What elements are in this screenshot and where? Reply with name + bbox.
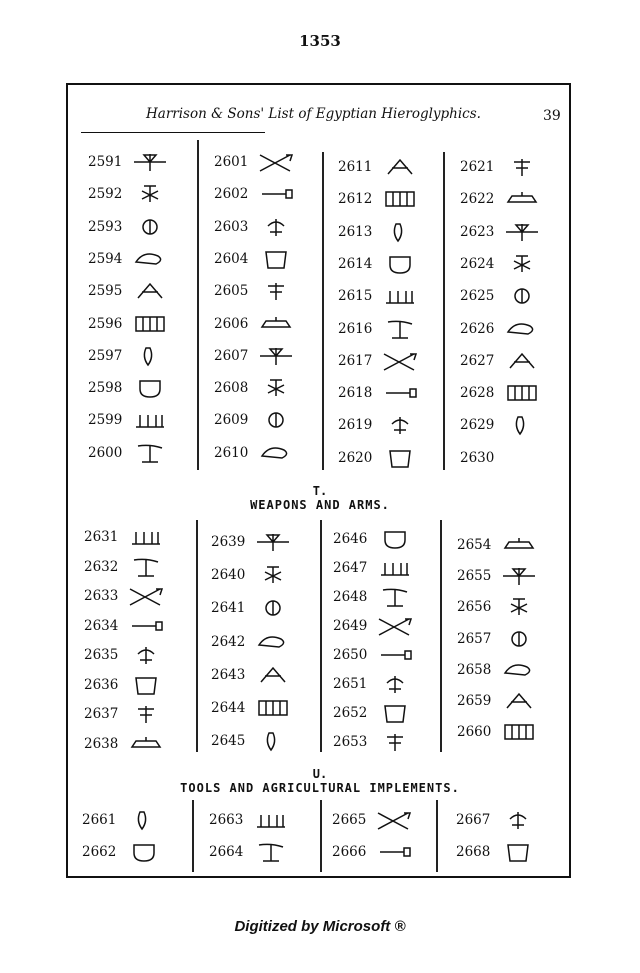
hieroglyph-sign-icon (502, 447, 542, 469)
hieroglyph-sign-icon (380, 447, 420, 469)
sign-entry (460, 155, 542, 179)
column-rule (440, 520, 442, 752)
sign-number: 2605 (214, 283, 249, 299)
hieroglyph-sign-icon (499, 721, 539, 743)
sign-entry (460, 220, 542, 244)
sign-entry (460, 349, 542, 373)
sign-number: 2647 (333, 560, 368, 576)
sign-entry (211, 596, 293, 620)
sign-entry (460, 187, 542, 211)
sign-entry (88, 344, 170, 368)
page-number: 1353 (299, 32, 341, 50)
column-rule (197, 140, 199, 470)
sign-number: 2628 (460, 385, 495, 401)
sign-entry (211, 663, 293, 687)
sign-number: 2634 (84, 618, 119, 634)
sign-number: 2652 (333, 705, 368, 721)
sign-number: 2668 (456, 844, 491, 860)
sign-entry (214, 408, 296, 432)
sign-entry (88, 441, 170, 465)
hieroglyph-sign-icon (253, 597, 293, 619)
hieroglyph-sign-icon (502, 253, 542, 275)
sign-entry (211, 563, 293, 587)
hieroglyph-sign-icon (380, 414, 420, 436)
column-rule (320, 800, 322, 872)
section-title: WEAPONS AND ARMS. (250, 498, 390, 512)
sign-number: 2631 (84, 529, 119, 545)
sign-entry (338, 155, 420, 179)
hieroglyph-sign-icon (126, 644, 166, 666)
sign-entry (84, 673, 166, 697)
sign-entry (211, 696, 293, 720)
sign-entry (84, 555, 166, 579)
hieroglyph-sign-icon (130, 442, 170, 464)
hieroglyph-sign-icon (380, 156, 420, 178)
sign-number: 2594 (88, 251, 123, 267)
sign-entry (457, 720, 539, 744)
sign-number: 2603 (214, 219, 249, 235)
sign-number: 2651 (333, 676, 368, 692)
sign-number: 2633 (84, 588, 119, 604)
column-rule (320, 520, 322, 752)
sign-entry (88, 150, 170, 174)
sign-entry (338, 220, 420, 244)
hieroglyph-sign-icon (499, 596, 539, 618)
hieroglyph-sign-icon (126, 585, 166, 607)
sign-entry (338, 284, 420, 308)
hieroglyph-sign-icon (130, 409, 170, 431)
sign-entry (460, 317, 542, 341)
hieroglyph-sign-icon (256, 151, 296, 173)
sign-number: 2609 (214, 412, 249, 428)
sign-entry (84, 525, 166, 549)
hieroglyph-sign-icon (375, 702, 415, 724)
sign-entry (84, 732, 166, 756)
sign-entry (332, 840, 414, 864)
sign-number: 2593 (88, 219, 123, 235)
section-letter: T. (312, 484, 328, 498)
hieroglyph-sign-icon (502, 188, 542, 210)
sign-entry (214, 441, 296, 465)
sign-entry (457, 533, 539, 557)
sign-entry (333, 527, 415, 551)
hieroglyph-sign-icon (253, 631, 293, 653)
hieroglyph-sign-icon (253, 697, 293, 719)
sign-number: 2632 (84, 559, 119, 575)
sign-number: 2595 (88, 283, 123, 299)
sign-number: 2611 (338, 159, 373, 175)
sign-number: 2654 (457, 537, 492, 553)
column-rule (196, 520, 198, 752)
sign-number: 2591 (88, 154, 123, 170)
hieroglyph-sign-icon (256, 248, 296, 270)
hieroglyph-sign-icon (380, 318, 420, 340)
hieroglyph-sign-icon (253, 664, 293, 686)
sign-entry (214, 279, 296, 303)
hieroglyph-sign-icon (375, 528, 415, 550)
hieroglyph-sign-icon (130, 216, 170, 238)
sign-number: 2643 (211, 667, 246, 683)
sign-entry (332, 808, 414, 832)
sign-number: 2657 (457, 631, 492, 647)
sign-number: 2600 (88, 445, 123, 461)
hieroglyph-sign-icon (130, 313, 170, 335)
sign-entry (457, 658, 539, 682)
sign-entry (333, 672, 415, 696)
hieroglyph-sign-icon (502, 221, 542, 243)
sign-entry (84, 643, 166, 667)
sign-number: 2610 (214, 445, 249, 461)
section-title: TOOLS AND AGRICULTURAL IMPLEMENTS. (180, 781, 460, 795)
hieroglyph-sign-icon (499, 690, 539, 712)
sign-number: 2666 (332, 844, 367, 860)
sign-number: 2661 (82, 812, 117, 828)
hieroglyph-sign-icon (375, 557, 415, 579)
hieroglyph-sign-icon (380, 221, 420, 243)
hieroglyph-sign-icon (375, 731, 415, 753)
sign-entry (460, 413, 542, 437)
sign-number: 2656 (457, 599, 492, 615)
sign-entry (456, 808, 538, 832)
hieroglyph-sign-icon (375, 615, 415, 637)
hieroglyph-sign-icon (130, 280, 170, 302)
sign-entry (460, 381, 542, 405)
sign-entry (460, 252, 542, 276)
sign-entry (333, 643, 415, 667)
sign-number: 2618 (338, 385, 373, 401)
sign-entry (457, 689, 539, 713)
sign-entry (333, 730, 415, 754)
sign-entry (457, 627, 539, 651)
sign-entry (333, 556, 415, 580)
hieroglyph-sign-icon (502, 318, 542, 340)
hieroglyph-sign-icon (126, 703, 166, 725)
hieroglyph-sign-icon (251, 841, 291, 863)
sign-number: 2608 (214, 380, 249, 396)
sign-number: 2604 (214, 251, 249, 267)
hieroglyph-sign-icon (374, 809, 414, 831)
sign-number: 2664 (209, 844, 244, 860)
sign-number: 2636 (84, 677, 119, 693)
sign-number: 2635 (84, 647, 119, 663)
hieroglyph-sign-icon (375, 673, 415, 695)
column-rule (322, 152, 324, 470)
hieroglyph-sign-icon (498, 841, 538, 863)
sign-entry (457, 564, 539, 588)
hieroglyph-sign-icon (253, 564, 293, 586)
sign-entry (338, 413, 420, 437)
hieroglyph-sign-icon (502, 382, 542, 404)
hieroglyph-sign-icon (499, 534, 539, 556)
hieroglyph-sign-icon (126, 674, 166, 696)
hieroglyph-sign-icon (253, 730, 293, 752)
sign-number: 2592 (88, 186, 123, 202)
sign-number: 2638 (84, 736, 119, 752)
sign-number: 2615 (338, 288, 373, 304)
hieroglyph-sign-icon (256, 280, 296, 302)
hieroglyph-sign-icon (126, 556, 166, 578)
sign-number: 2646 (333, 531, 368, 547)
hieroglyph-sign-icon (380, 382, 420, 404)
sign-entry (84, 702, 166, 726)
sign-entry (88, 279, 170, 303)
sign-number: 2623 (460, 224, 495, 240)
section-heading-U (0, 767, 640, 795)
hieroglyph-sign-icon (124, 841, 164, 863)
hieroglyph-sign-icon (375, 586, 415, 608)
sign-number: 2606 (214, 316, 249, 332)
sign-number: 2659 (457, 693, 492, 709)
sign-number: 2655 (457, 568, 492, 584)
sign-number: 2614 (338, 256, 373, 272)
sign-entry (214, 150, 296, 174)
sign-number: 2662 (82, 844, 117, 860)
sign-entry (214, 344, 296, 368)
sign-number: 2658 (457, 662, 492, 678)
sign-number: 2642 (211, 634, 246, 650)
sign-number: 2620 (338, 450, 373, 466)
sign-number: 2667 (456, 812, 491, 828)
sign-entry (88, 376, 170, 400)
sign-entry (209, 808, 291, 832)
sign-number: 2644 (211, 700, 246, 716)
sign-number: 2637 (84, 706, 119, 722)
sign-entry (338, 187, 420, 211)
sign-entry (214, 312, 296, 336)
sign-number: 2645 (211, 733, 246, 749)
plate-number: 39 (543, 108, 561, 124)
hieroglyph-sign-icon (502, 414, 542, 436)
column-rule (192, 800, 194, 872)
sign-entry (338, 381, 420, 405)
hieroglyph-sign-icon (130, 345, 170, 367)
hieroglyph-sign-icon (130, 183, 170, 205)
sign-number: 2601 (214, 154, 249, 170)
column-rule (436, 800, 438, 872)
hieroglyph-sign-icon (380, 285, 420, 307)
hieroglyph-sign-icon (251, 809, 291, 831)
sign-number: 2648 (333, 589, 368, 605)
sign-number: 2663 (209, 812, 244, 828)
sign-number: 2597 (88, 348, 123, 364)
sign-entry (456, 840, 538, 864)
sign-number: 2625 (460, 288, 495, 304)
sign-number: 2641 (211, 600, 246, 616)
hieroglyph-sign-icon (126, 615, 166, 637)
sign-entry (460, 446, 542, 470)
hieroglyph-sign-icon (499, 565, 539, 587)
sign-entry (338, 349, 420, 373)
hieroglyph-sign-icon (256, 183, 296, 205)
sign-number: 2613 (338, 224, 373, 240)
sign-entry (214, 247, 296, 271)
hieroglyph-sign-icon (130, 248, 170, 270)
sign-entry (338, 317, 420, 341)
sign-number: 2640 (211, 567, 246, 583)
hieroglyph-sign-icon (130, 377, 170, 399)
hieroglyph-sign-icon (256, 345, 296, 367)
sign-entry (214, 182, 296, 206)
hieroglyph-sign-icon (499, 628, 539, 650)
sign-number: 2621 (460, 159, 495, 175)
sign-entry (84, 614, 166, 638)
sign-number: 2627 (460, 353, 495, 369)
sign-number: 2607 (214, 348, 249, 364)
sign-entry (333, 614, 415, 638)
sign-number: 2624 (460, 256, 495, 272)
sign-number: 2629 (460, 417, 495, 433)
sign-number: 2622 (460, 191, 495, 207)
hieroglyph-sign-icon (253, 531, 293, 553)
hieroglyph-sign-icon (502, 156, 542, 178)
hieroglyph-sign-icon (498, 809, 538, 831)
head-rule (81, 132, 265, 133)
hieroglyph-sign-icon (256, 216, 296, 238)
sign-number: 2626 (460, 321, 495, 337)
hieroglyph-sign-icon (124, 809, 164, 831)
sign-entry (333, 701, 415, 725)
sign-entry (460, 284, 542, 308)
hieroglyph-sign-icon (256, 409, 296, 431)
sign-number: 2616 (338, 321, 373, 337)
sign-entry (214, 376, 296, 400)
sign-entry (82, 840, 164, 864)
digitization-credit: Digitized by Microsoft ® (234, 918, 406, 935)
hieroglyph-sign-icon (126, 733, 166, 755)
running-head: Harrison & Sons' List of Egyptian Hieroglyphics. (146, 106, 481, 122)
sign-number: 2598 (88, 380, 123, 396)
hieroglyph-sign-icon (502, 285, 542, 307)
sign-entry (211, 630, 293, 654)
sign-number: 2602 (214, 186, 249, 202)
hieroglyph-sign-icon (375, 644, 415, 666)
hieroglyph-sign-icon (380, 188, 420, 210)
sign-entry (84, 584, 166, 608)
hieroglyph-sign-icon (502, 350, 542, 372)
sign-number: 2612 (338, 191, 373, 207)
sign-entry (88, 215, 170, 239)
sign-entry (209, 840, 291, 864)
sign-number: 2617 (338, 353, 373, 369)
sign-number: 2596 (88, 316, 123, 332)
hieroglyph-sign-icon (380, 350, 420, 372)
sign-entry (82, 808, 164, 832)
sign-entry (338, 252, 420, 276)
hieroglyph-sign-icon (256, 442, 296, 464)
hieroglyph-sign-icon (256, 377, 296, 399)
sign-entry (88, 247, 170, 271)
hieroglyph-sign-icon (130, 151, 170, 173)
sign-entry (214, 215, 296, 239)
sign-number: 2599 (88, 412, 123, 428)
sign-entry (88, 182, 170, 206)
sign-entry (88, 312, 170, 336)
hieroglyph-sign-icon (499, 659, 539, 681)
sign-number: 2653 (333, 734, 368, 750)
sign-number: 2619 (338, 417, 373, 433)
hieroglyph-sign-icon (256, 313, 296, 335)
sign-entry (457, 595, 539, 619)
hieroglyph-sign-icon (126, 526, 166, 548)
section-letter: U. (312, 767, 328, 781)
column-rule (443, 152, 445, 470)
section-heading-T (0, 484, 640, 512)
sign-entry (211, 530, 293, 554)
sign-number: 2649 (333, 618, 368, 634)
sign-entry (88, 408, 170, 432)
sign-entry (211, 729, 293, 753)
sign-entry (338, 446, 420, 470)
sign-number: 2650 (333, 647, 368, 663)
hieroglyph-sign-icon (374, 841, 414, 863)
hieroglyph-sign-icon (380, 253, 420, 275)
sign-entry (333, 585, 415, 609)
sign-number: 2665 (332, 812, 367, 828)
sign-number: 2630 (460, 450, 495, 466)
sign-number: 2660 (457, 724, 492, 740)
sign-number: 2639 (211, 534, 246, 550)
